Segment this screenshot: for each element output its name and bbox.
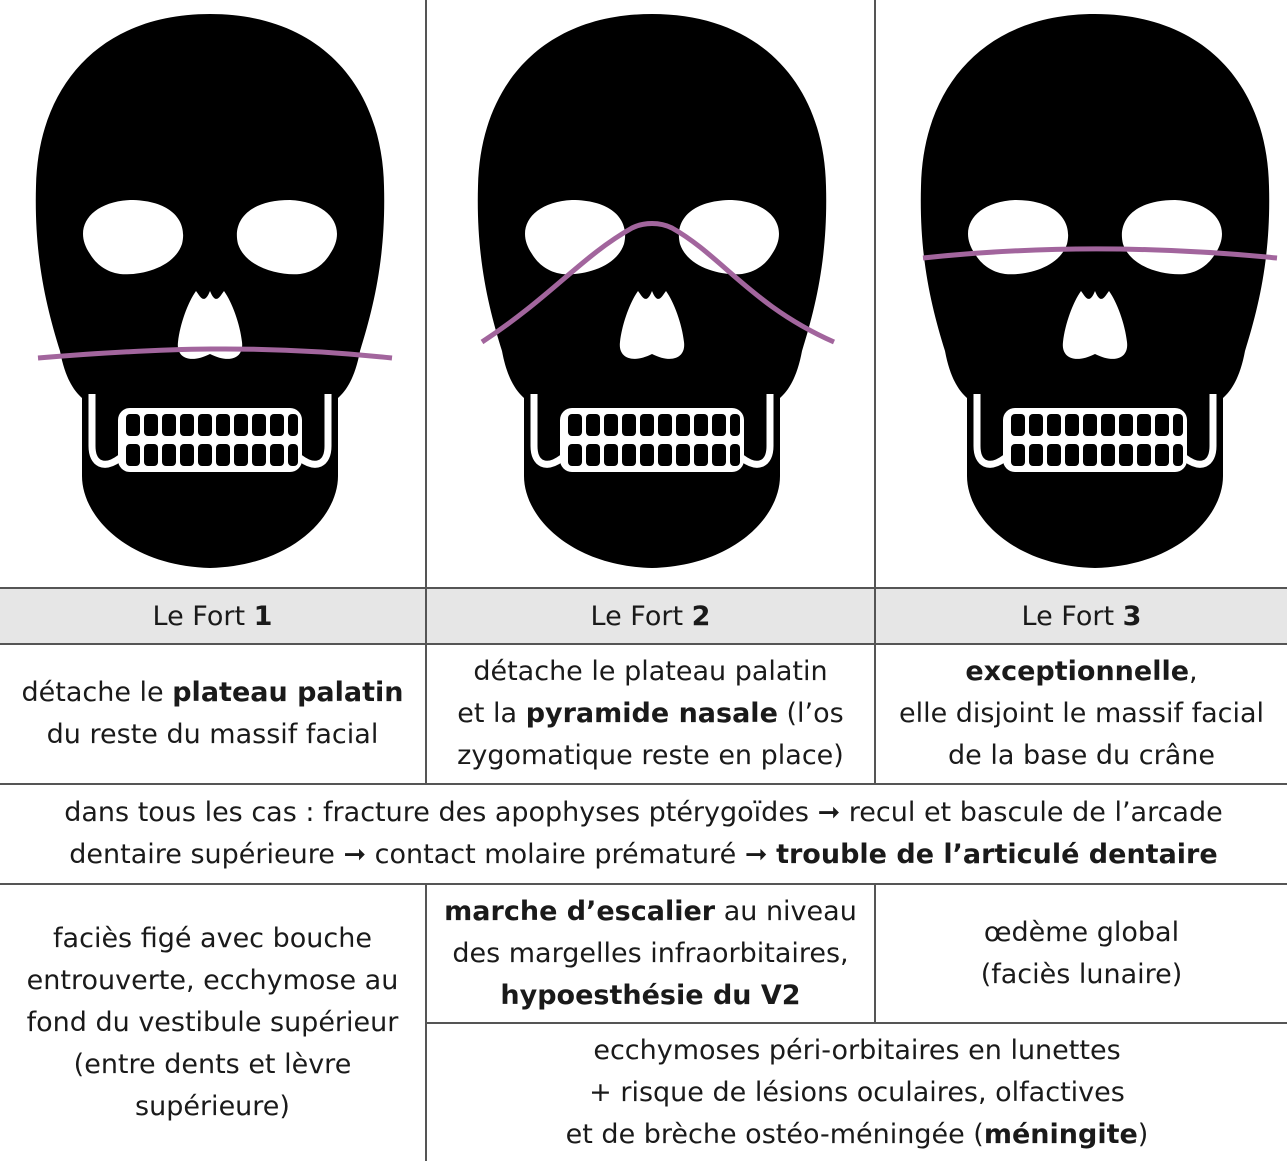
description-le-fort-1 bbox=[0, 645, 425, 783]
header-number: 1 bbox=[253, 600, 273, 632]
text: œdème global bbox=[983, 916, 1180, 948]
text: fond du vestibule supérieur bbox=[26, 1007, 399, 1038]
text: supérieure) bbox=[135, 1091, 290, 1122]
description-le-fort-3 bbox=[876, 645, 1287, 783]
header-le-fort-3 bbox=[876, 589, 1287, 643]
text: détache le bbox=[21, 677, 164, 708]
skull-le-fort-2 bbox=[462, 6, 842, 576]
header-le-fort-2 bbox=[427, 589, 874, 643]
text: au niveau bbox=[723, 895, 857, 927]
text-bold: méningite bbox=[983, 1118, 1138, 1150]
header-le-fort-1 bbox=[0, 589, 425, 643]
header-label: Le Fort bbox=[152, 600, 246, 632]
text: faciès figé avec bouche bbox=[53, 923, 372, 954]
text-bold: marche d’escalier bbox=[444, 895, 716, 927]
text-bold: hypoesthésie du V2 bbox=[500, 979, 801, 1011]
description-le-fort-2 bbox=[427, 645, 874, 783]
signs-le-fort-3 bbox=[876, 885, 1287, 1022]
text: du reste du massif facial bbox=[46, 719, 379, 750]
header-number: 2 bbox=[691, 600, 711, 632]
text: et la bbox=[457, 698, 518, 729]
text-bold: exceptionnelle bbox=[965, 656, 1190, 687]
text-bold: trouble de l’articulé dentaire bbox=[776, 839, 1218, 870]
signs-le-fort-1 bbox=[0, 885, 425, 1161]
header-label: Le Fort bbox=[1021, 600, 1115, 632]
text: détache le plateau palatin bbox=[473, 656, 828, 687]
text: zygomatique reste en place) bbox=[457, 740, 844, 771]
text: (entre dents et lèvre bbox=[73, 1049, 352, 1080]
text: entrouverte, ecchymose au bbox=[26, 965, 399, 996]
text-bold: pyramide nasale bbox=[525, 698, 778, 729]
common-description bbox=[0, 785, 1287, 883]
text: des margelles infraorbitaires, bbox=[452, 937, 849, 969]
text: ecchymoses péri-orbitaires en lunettes bbox=[593, 1034, 1121, 1066]
text: (l’os bbox=[786, 698, 844, 729]
signs-le-fort-2 bbox=[427, 885, 874, 1022]
skull-le-fort-1 bbox=[20, 6, 400, 576]
skull-le-fort-3 bbox=[905, 6, 1285, 576]
text: et de brèche ostéo-méningée ( bbox=[565, 1118, 984, 1150]
text: dentaire supérieure ➞ contact molaire prématuré ➞ bbox=[69, 839, 768, 870]
text: de la base du crâne bbox=[948, 740, 1215, 771]
text: dans tous les cas : fracture des apophyses ptérygoïdes ➞ recul et bascule de l’arcade bbox=[64, 797, 1223, 828]
signs-le-fort-2-and-3 bbox=[427, 1024, 1287, 1161]
text: (faciès lunaire) bbox=[980, 958, 1183, 990]
text: + risque de lésions oculaires, olfactives bbox=[589, 1076, 1125, 1108]
text: , bbox=[1189, 656, 1198, 687]
text: ) bbox=[1137, 1118, 1149, 1150]
text: elle disjoint le massif facial bbox=[898, 698, 1265, 729]
text-bold: plateau palatin bbox=[172, 677, 404, 708]
header-number: 3 bbox=[1122, 600, 1142, 632]
header-label: Le Fort bbox=[590, 600, 684, 632]
